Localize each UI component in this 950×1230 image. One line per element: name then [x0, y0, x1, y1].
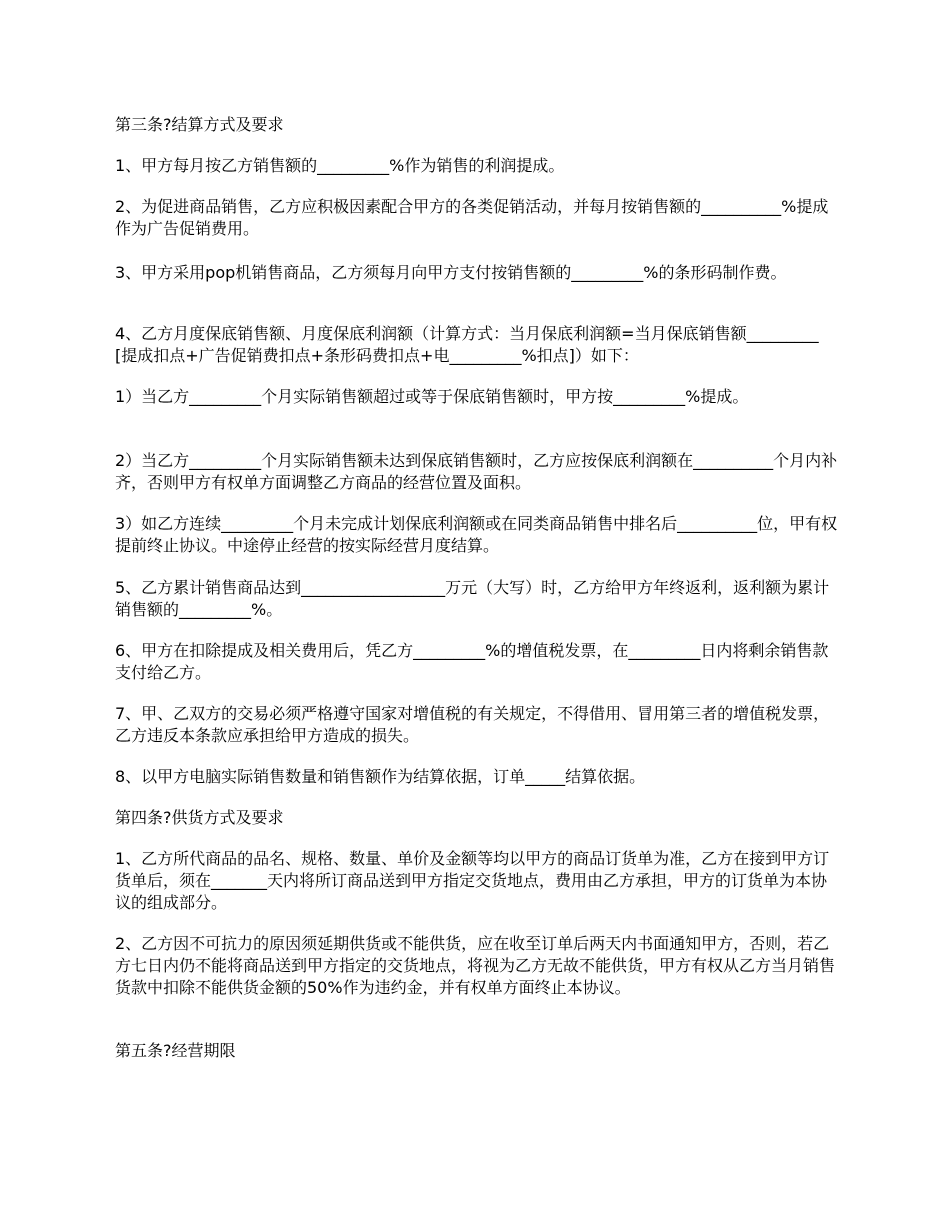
clause-3-4-1: 1）当乙方_________个月实际销售额超过或等于保底销售额时，甲方按_________%提成。: [115, 387, 749, 406]
section-heading-4: 第四条?供货方式及要求: [115, 808, 284, 827]
clause-3-8: 8、以甲方电脑实际销售数量和销售额作为结算依据，订单_____结算依据。: [115, 767, 646, 786]
clause-3-5: 5、乙方累计销售商品达到__________________万元（大写）时，乙方给甲方年终返利，返利额为累计销售额的_________%。: [115, 578, 830, 619]
clause-3-4-3: 3）如乙方连续_________个月未完成计划保底利润额或在同类商品销售中排名后__________位，甲有权提前终止协议。中途停止经营的按实际经营月度结算。: [115, 514, 838, 555]
section-heading-5: 第五条?经营期限: [115, 1041, 236, 1060]
clause-3-6: 6、甲方在扣除提成及相关费用后，凭乙方_________%的增值税发票，在_________日内将剩余销售款支付给乙方。: [115, 641, 829, 682]
clause-3-4: 4、乙方月度保底销售额、月度保底利润额（计算方式：当月保底利润额=当月保底销售额_________[提成扣点+广告促销费扣点+条形码费扣点+电_________%扣点]）如下：: [115, 324, 819, 365]
clause-3-1: 1、甲方每月按乙方销售额的_________%作为销售的利润提成。: [115, 156, 565, 175]
clause-4-1: 1、乙方所代商品的品名、规格、数量、单价及金额等均以甲方的商品订货单为准，乙方在接到甲方订货单后，须在_______天内将所订商品送到甲方指定交货地点，费用由乙方承担，甲方的订货单为本协议的组成部分。: [115, 849, 830, 912]
clause-3-3: 3、甲方采用pop机销售商品，乙方须每月向甲方支付按销售额的_________%的条形码制作费。: [115, 263, 787, 282]
section-heading-3: 第三条?结算方式及要求: [115, 115, 284, 134]
clause-3-7: 7、甲、乙双方的交易必须严格遵守国家对增值税的有关规定，不得借用、冒用第三者的增值税发票，乙方违反本条款应承担给甲方造成的损失。: [115, 704, 830, 745]
clause-4-2: 2、乙方因不可抗力的原因须延期供货或不能供货，应在收至订单后两天内书面通知甲方，否则，若乙方七日内仍不能将商品送到甲方指定的交货地点，将视为乙方无故不能供货，甲方有权从乙方当月销售货款中扣除不能供货金额的50%作为违约金，并有权单方面终止本协议。: [115, 934, 836, 997]
clause-3-2: 2、为促进商品销售，乙方应积极因素配合甲方的各类促销活动，并每月按销售额的__________%提成作为广告促销费用。: [115, 197, 829, 238]
clause-3-4-2: 2）当乙方_________个月实际销售额未达到保底销售额时，乙方应按保底利润额在__________个月内补齐，否则甲方有权单方面调整乙方商品的经营位置及面积。: [115, 451, 838, 492]
